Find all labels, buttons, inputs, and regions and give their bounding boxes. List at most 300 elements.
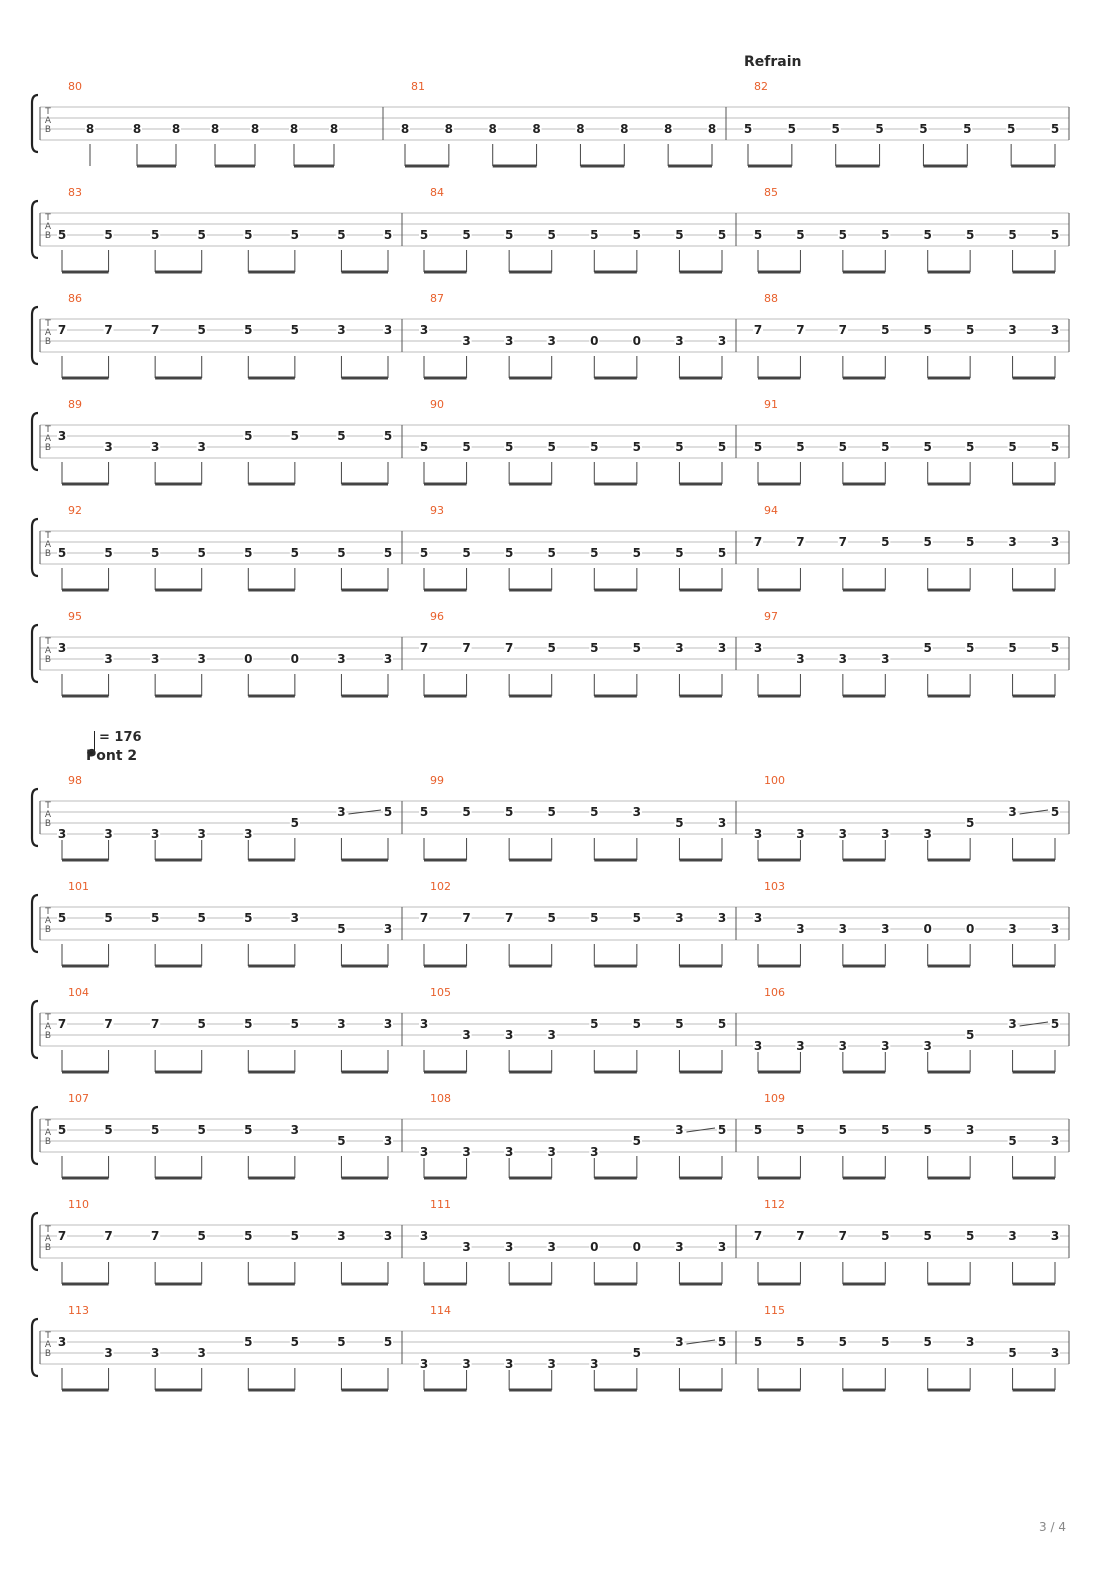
fret-number: 3 xyxy=(1050,1346,1060,1360)
measure-number: 100 xyxy=(764,774,785,787)
system-bracket xyxy=(32,201,38,258)
tab-clef-letter: T xyxy=(45,1225,51,1235)
fret-number: 3 xyxy=(504,1240,514,1254)
fret-number: 5 xyxy=(1050,641,1060,655)
fret-number: 5 xyxy=(590,911,599,925)
fret-number: 3 xyxy=(717,1240,727,1254)
system-bracket xyxy=(32,95,38,152)
fret-number: 3 xyxy=(675,1240,684,1254)
fret-number: 3 xyxy=(675,1335,684,1349)
fret-number: 3 xyxy=(753,827,763,841)
fret-number: 5 xyxy=(57,228,67,242)
fret-number: 0 xyxy=(632,334,642,348)
fret-number: 5 xyxy=(1050,440,1060,454)
fret-number: 3 xyxy=(197,1346,206,1360)
fret-number: 5 xyxy=(632,228,642,242)
fret-number: 5 xyxy=(150,228,160,242)
fret-number: 5 xyxy=(337,546,346,560)
fret-number: 3 xyxy=(383,323,393,337)
tab-clef-letter: T xyxy=(45,1013,51,1023)
fret-number: 5 xyxy=(104,546,113,560)
fret-number: 5 xyxy=(796,1335,805,1349)
system-bracket xyxy=(32,789,38,846)
fret-number: 5 xyxy=(504,440,514,454)
fret-number: 7 xyxy=(419,911,429,925)
fret-number: 3 xyxy=(197,827,206,841)
measure-number: 104 xyxy=(68,986,89,999)
fret-number: 3 xyxy=(383,1017,393,1031)
system-bracket xyxy=(32,1107,38,1164)
measure-number: 84 xyxy=(430,186,444,199)
tab-clef-letter: A xyxy=(44,1340,52,1350)
measure-number: 86 xyxy=(68,292,82,305)
fret-number: 5 xyxy=(244,1229,253,1243)
fret-number: 5 xyxy=(150,911,160,925)
fret-number: 3 xyxy=(547,1145,556,1159)
fret-number: 3 xyxy=(1050,323,1060,337)
fret-number: 5 xyxy=(965,1028,975,1042)
fret-number: 5 xyxy=(632,1134,642,1148)
fret-number: 3 xyxy=(881,652,890,666)
fret-number: 3 xyxy=(57,827,67,841)
fret-number: 3 xyxy=(1050,922,1060,936)
fret-number: 5 xyxy=(290,323,300,337)
fret-number: 3 xyxy=(462,1145,471,1159)
fret-number: 3 xyxy=(150,440,160,454)
fret-number: 7 xyxy=(504,641,514,655)
fret-number: 5 xyxy=(590,641,599,655)
fret-number: 5 xyxy=(923,641,932,655)
fret-number: 5 xyxy=(675,816,684,830)
fret-number: 5 xyxy=(337,228,346,242)
system-bracket xyxy=(32,413,38,470)
fret-number: 5 xyxy=(547,911,556,925)
measure-number: 97 xyxy=(764,610,778,623)
fret-number: 5 xyxy=(632,546,642,560)
fret-number: 5 xyxy=(965,641,975,655)
tab-clef-letter: T xyxy=(45,1331,51,1341)
fret-number: 5 xyxy=(104,911,113,925)
fret-number: 5 xyxy=(923,1335,932,1349)
fret-number: 3 xyxy=(590,1357,599,1371)
fret-number: 8 xyxy=(707,122,717,136)
fret-number: 5 xyxy=(675,546,684,560)
fret-number: 7 xyxy=(838,323,848,337)
measure-number: 102 xyxy=(430,880,451,893)
fret-number: 5 xyxy=(923,535,932,549)
fret-number: 5 xyxy=(337,429,346,443)
fret-number: 5 xyxy=(590,805,599,819)
fret-number: 3 xyxy=(675,911,684,925)
measure-number: 91 xyxy=(764,398,778,411)
tab-clef-letter: B xyxy=(44,231,52,241)
fret-number: 7 xyxy=(796,535,805,549)
tab-clef-letter: B xyxy=(44,1243,52,1253)
fret-number: 5 xyxy=(197,1123,206,1137)
fret-number: 3 xyxy=(419,1145,429,1159)
fret-number: 5 xyxy=(875,122,884,136)
fret-number: 5 xyxy=(1008,1346,1017,1360)
fret-number: 3 xyxy=(1008,805,1017,819)
fret-number: 5 xyxy=(796,228,805,242)
fret-number: 7 xyxy=(57,1017,67,1031)
fret-number: 5 xyxy=(290,1335,300,1349)
fret-number: 5 xyxy=(462,228,471,242)
fret-number: 3 xyxy=(337,323,346,337)
fret-number: 5 xyxy=(547,641,556,655)
tab-clef-letter: T xyxy=(45,425,51,435)
fret-number: 5 xyxy=(1008,1134,1017,1148)
fret-number: 3 xyxy=(753,1039,763,1053)
measure-number: 99 xyxy=(430,774,444,787)
fret-number: 3 xyxy=(504,1028,514,1042)
fret-number: 3 xyxy=(1008,1017,1017,1031)
tab-clef-letter: B xyxy=(44,925,52,935)
fret-number: 5 xyxy=(717,1017,727,1031)
fret-number: 8 xyxy=(85,122,95,136)
fret-number: 5 xyxy=(838,1123,848,1137)
fret-number: 3 xyxy=(419,323,429,337)
fret-number: 8 xyxy=(132,122,142,136)
fret-number: 7 xyxy=(796,323,805,337)
fret-number: 3 xyxy=(104,652,113,666)
fret-number: 7 xyxy=(838,535,848,549)
fret-number: 5 xyxy=(753,440,763,454)
fret-number: 7 xyxy=(504,911,514,925)
page-number: 3 / 4 xyxy=(1039,1520,1066,1534)
fret-number: 5 xyxy=(383,546,393,560)
fret-number: 3 xyxy=(796,1039,805,1053)
fret-number: 5 xyxy=(881,1123,890,1137)
fret-number: 5 xyxy=(337,1335,346,1349)
fret-number: 5 xyxy=(547,805,556,819)
fret-number: 5 xyxy=(337,922,346,936)
fret-number: 3 xyxy=(419,1357,429,1371)
fret-number: 5 xyxy=(717,1123,727,1137)
fret-number: 5 xyxy=(590,1017,599,1031)
fret-number: 3 xyxy=(337,652,346,666)
measure-number: 94 xyxy=(764,504,778,517)
tab-clef-letter: A xyxy=(44,646,52,656)
fret-number: 5 xyxy=(923,228,932,242)
fret-number: 3 xyxy=(419,1229,429,1243)
fret-number: 5 xyxy=(675,440,684,454)
fret-number: 7 xyxy=(838,1229,848,1243)
fret-number: 5 xyxy=(1050,1017,1060,1031)
measure-number: 88 xyxy=(764,292,778,305)
fret-number: 8 xyxy=(250,122,260,136)
measure-number: 89 xyxy=(68,398,82,411)
tab-clef-letter: A xyxy=(44,1234,52,1244)
fret-number: 8 xyxy=(210,122,220,136)
fret-number: 5 xyxy=(57,546,67,560)
fret-number: 3 xyxy=(290,911,300,925)
fret-number: 5 xyxy=(504,546,514,560)
fret-number: 3 xyxy=(675,1123,684,1137)
fret-number: 7 xyxy=(57,1229,67,1243)
fret-number: 3 xyxy=(796,652,805,666)
fret-number: 8 xyxy=(663,122,673,136)
fret-number: 8 xyxy=(576,122,585,136)
fret-number: 5 xyxy=(838,228,848,242)
tab-clef-letter: A xyxy=(44,116,52,126)
fret-number: 5 xyxy=(923,1229,932,1243)
tab-clef-letter: A xyxy=(44,434,52,444)
fret-number: 5 xyxy=(504,805,514,819)
fret-number: 5 xyxy=(197,1017,206,1031)
fret-number: 5 xyxy=(838,1335,848,1349)
measure-number: 101 xyxy=(68,880,89,893)
fret-number: 3 xyxy=(104,827,113,841)
fret-number: 5 xyxy=(632,1346,642,1360)
fret-number: 3 xyxy=(383,1229,393,1243)
fret-number: 5 xyxy=(1050,228,1060,242)
fret-number: 8 xyxy=(444,122,454,136)
fret-number: 5 xyxy=(197,911,206,925)
fret-number: 5 xyxy=(290,816,300,830)
fret-number: 7 xyxy=(753,1229,763,1243)
fret-number: 3 xyxy=(57,1335,67,1349)
measure-number: 85 xyxy=(764,186,778,199)
fret-number: 3 xyxy=(1008,535,1017,549)
fret-number: 5 xyxy=(590,440,599,454)
fret-number: 5 xyxy=(244,1017,253,1031)
fret-number: 3 xyxy=(383,922,393,936)
measure-number: 114 xyxy=(430,1304,451,1317)
fret-number: 3 xyxy=(504,334,514,348)
fret-number: 5 xyxy=(547,546,556,560)
fret-number: 3 xyxy=(1050,1229,1060,1243)
fret-number: 5 xyxy=(383,805,393,819)
fret-number: 0 xyxy=(590,1240,599,1254)
fret-number: 7 xyxy=(753,535,763,549)
fret-number: 5 xyxy=(244,1123,253,1137)
fret-number: 3 xyxy=(838,1039,848,1053)
fret-number: 5 xyxy=(753,228,763,242)
fret-number: 5 xyxy=(963,122,972,136)
tempo-value: = 176 xyxy=(99,730,142,745)
fret-number: 3 xyxy=(632,805,642,819)
fret-number: 7 xyxy=(150,1229,160,1243)
fret-number: 5 xyxy=(717,228,727,242)
measure-number: 111 xyxy=(430,1198,451,1211)
fret-number: 3 xyxy=(57,429,67,443)
fret-number: 5 xyxy=(796,440,805,454)
fret-number: 7 xyxy=(462,641,471,655)
fret-number: 5 xyxy=(965,323,975,337)
fret-number: 3 xyxy=(504,1145,514,1159)
system-bracket xyxy=(32,519,38,576)
tab-clef-letter: A xyxy=(44,1128,52,1138)
fret-number: 5 xyxy=(197,546,206,560)
fret-number: 5 xyxy=(462,546,471,560)
fret-number: 3 xyxy=(547,1240,556,1254)
fret-number: 5 xyxy=(104,1123,113,1137)
fret-number: 5 xyxy=(383,228,393,242)
tab-clef-letter: T xyxy=(45,213,51,223)
fret-number: 3 xyxy=(462,1240,471,1254)
fret-number: 3 xyxy=(337,1017,346,1031)
fret-number: 5 xyxy=(1050,805,1060,819)
fret-number: 3 xyxy=(290,1123,300,1137)
measure-number: 96 xyxy=(430,610,444,623)
tab-clef-letter: A xyxy=(44,810,52,820)
fret-number: 5 xyxy=(244,323,253,337)
tab-clef-letter: A xyxy=(44,540,52,550)
fret-number: 5 xyxy=(881,323,890,337)
tab-clef-letter: A xyxy=(44,1022,52,1032)
fret-number: 3 xyxy=(923,827,932,841)
measure-number: 105 xyxy=(430,986,451,999)
fret-number: 5 xyxy=(197,228,206,242)
fret-number: 5 xyxy=(290,228,300,242)
fret-number: 8 xyxy=(532,122,541,136)
fret-number: 3 xyxy=(881,1039,890,1053)
fret-number: 5 xyxy=(753,1335,763,1349)
fret-number: 7 xyxy=(462,911,471,925)
fret-number: 3 xyxy=(717,911,727,925)
measure-number: 115 xyxy=(764,1304,785,1317)
measure-number: 80 xyxy=(68,80,82,93)
fret-number: 5 xyxy=(632,440,642,454)
fret-number: 5 xyxy=(675,1017,684,1031)
fret-number: 3 xyxy=(337,1229,346,1243)
fret-number: 5 xyxy=(919,122,928,136)
fret-number: 0 xyxy=(965,922,975,936)
fret-number: 3 xyxy=(337,805,346,819)
tab-clef-letter: B xyxy=(44,1137,52,1147)
fret-number: 3 xyxy=(753,641,763,655)
measure-number: 95 xyxy=(68,610,82,623)
tab-clef-letter: T xyxy=(45,1119,51,1129)
measure-number: 103 xyxy=(764,880,785,893)
tab-clef-letter: B xyxy=(44,819,52,829)
fret-number: 0 xyxy=(632,1240,642,1254)
measure-number: 110 xyxy=(68,1198,89,1211)
fret-number: 5 xyxy=(150,546,160,560)
fret-number: 3 xyxy=(717,641,727,655)
fret-number: 7 xyxy=(104,323,113,337)
fret-number: 5 xyxy=(290,1017,300,1031)
fret-number: 5 xyxy=(419,546,429,560)
system-bracket xyxy=(32,1319,38,1376)
tab-clef-letter: A xyxy=(44,222,52,232)
fret-number: 3 xyxy=(753,911,763,925)
fret-number: 5 xyxy=(787,122,797,136)
fret-number: 5 xyxy=(881,440,890,454)
fret-number: 3 xyxy=(1008,922,1017,936)
system-bracket xyxy=(32,307,38,364)
fret-number: 5 xyxy=(965,816,975,830)
tab-clef-letter: B xyxy=(44,655,52,665)
fret-number: 5 xyxy=(419,228,429,242)
tab-clef-letter: B xyxy=(44,337,52,347)
fret-number: 7 xyxy=(104,1017,113,1031)
fret-number: 5 xyxy=(923,323,932,337)
fret-number: 5 xyxy=(632,1017,642,1031)
fret-number: 3 xyxy=(197,440,206,454)
fret-number: 5 xyxy=(923,1123,932,1137)
fret-number: 5 xyxy=(244,1335,253,1349)
measure-number: 92 xyxy=(68,504,82,517)
fret-number: 5 xyxy=(831,122,840,136)
fret-number: 3 xyxy=(504,1357,514,1371)
fret-number: 7 xyxy=(419,641,429,655)
fret-number: 5 xyxy=(1008,228,1017,242)
fret-number: 0 xyxy=(923,922,932,936)
fret-number: 5 xyxy=(290,429,300,443)
fret-number: 3 xyxy=(675,334,684,348)
tab-clef-letter: B xyxy=(44,1031,52,1041)
fret-number: 7 xyxy=(796,1229,805,1243)
section-label-refrain: Refrain xyxy=(744,54,802,70)
fret-number: 3 xyxy=(923,1039,932,1053)
fret-number: 7 xyxy=(104,1229,113,1243)
tab-clef-letter: B xyxy=(44,125,52,135)
fret-number: 5 xyxy=(1006,122,1016,136)
fret-number: 3 xyxy=(590,1145,599,1159)
fret-number: 3 xyxy=(838,922,848,936)
fret-number: 3 xyxy=(675,641,684,655)
section-label-pont-2: Pont 2 xyxy=(86,748,138,764)
tab-clef-letter: A xyxy=(44,328,52,338)
fret-number: 5 xyxy=(244,911,253,925)
fret-number: 7 xyxy=(150,323,160,337)
fret-number: 0 xyxy=(590,334,599,348)
fret-number: 3 xyxy=(244,827,253,841)
fret-number: 7 xyxy=(150,1017,160,1031)
fret-number: 7 xyxy=(57,323,67,337)
system-bracket xyxy=(32,625,38,682)
tab-clef-letter: T xyxy=(45,801,51,811)
fret-number: 5 xyxy=(244,546,253,560)
fret-number: 5 xyxy=(547,440,556,454)
fret-number: 5 xyxy=(419,805,429,819)
tab-clef-letter: T xyxy=(45,319,51,329)
fret-number: 5 xyxy=(244,228,253,242)
fret-number: 3 xyxy=(383,652,393,666)
fret-number: 5 xyxy=(1050,122,1060,136)
fret-number: 5 xyxy=(965,228,975,242)
fret-number: 3 xyxy=(547,334,556,348)
fret-number: 5 xyxy=(57,911,67,925)
tab-clef-letter: T xyxy=(45,107,51,117)
fret-number: 3 xyxy=(547,1028,556,1042)
measure-number: 93 xyxy=(430,504,444,517)
fret-number: 5 xyxy=(753,1123,763,1137)
fret-number: 5 xyxy=(547,228,556,242)
measure-number: 81 xyxy=(411,80,425,93)
fret-number: 3 xyxy=(462,1028,471,1042)
fret-number: 5 xyxy=(965,535,975,549)
fret-number: 3 xyxy=(717,816,727,830)
fret-number: 3 xyxy=(197,652,206,666)
tab-clef-letter: T xyxy=(45,637,51,647)
measure-number: 82 xyxy=(754,80,768,93)
measure-number: 90 xyxy=(430,398,444,411)
fret-number: 0 xyxy=(244,652,253,666)
fret-number: 3 xyxy=(1008,323,1017,337)
fret-number: 5 xyxy=(197,1229,206,1243)
fret-number: 8 xyxy=(329,122,339,136)
system-bracket xyxy=(32,895,38,952)
fret-number: 3 xyxy=(383,1134,393,1148)
fret-number: 8 xyxy=(289,122,299,136)
fret-number: 3 xyxy=(1050,1134,1060,1148)
fret-number: 5 xyxy=(383,429,393,443)
fret-number: 3 xyxy=(796,922,805,936)
fret-number: 5 xyxy=(383,1335,393,1349)
